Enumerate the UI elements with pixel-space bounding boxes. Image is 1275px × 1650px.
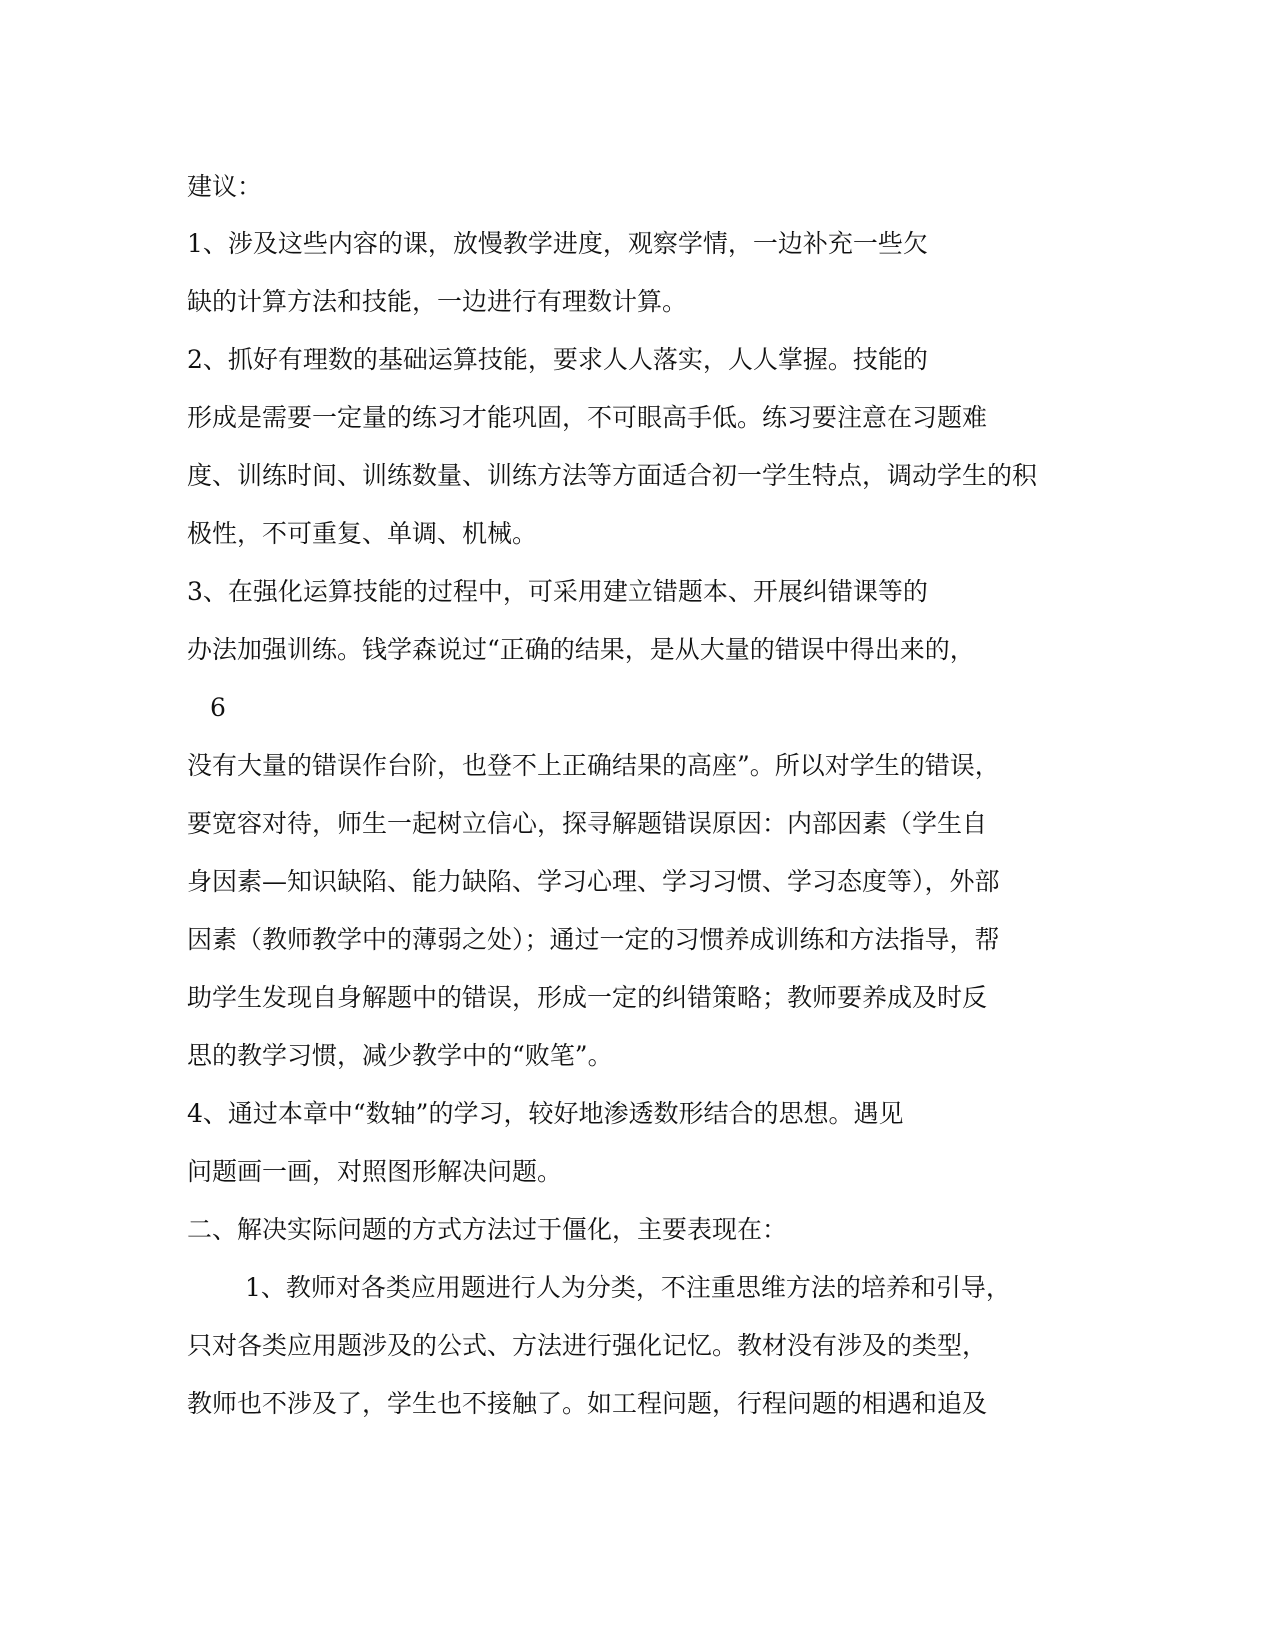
text-line: 3、在强化运算技能的过程中，可采用建立错题本、开展纠错课等的 bbox=[187, 577, 928, 606]
text-line: 问题画一画，对照图形解决问题。 bbox=[187, 1157, 563, 1186]
section-heading: 二、解决实际问题的方式方法过于僵化，主要表现在： bbox=[187, 1215, 788, 1244]
text-line: 1、涉及这些内容的课，放慢教学进度，观察学情，一边补充一些欠 bbox=[187, 229, 928, 258]
text-line: 缺的计算方法和技能，一边进行有理数计算。 bbox=[187, 287, 688, 316]
text-line: 度、训练时间、训练数量、训练方法等方面适合初一学生特点，调动学生的积 bbox=[187, 461, 1038, 490]
text-line: 因素（教师教学中的薄弱之处）；通过一定的习惯养成训练和方法指导，帮 bbox=[187, 925, 1000, 954]
text-line: 4、通过本章中“数轴”的学习，较好地渗透数形结合的思想。遇见 bbox=[187, 1099, 904, 1128]
text-line: 助学生发现自身解题中的错误，形成一定的纠错策略；教师要养成及时反 bbox=[187, 983, 988, 1012]
text-line: 极性，不可重复、单调、机械。 bbox=[187, 519, 538, 548]
text-line: 建议： bbox=[187, 172, 263, 201]
text-line: 2、抓好有理数的基础运算技能，要求人人落实，人人掌握。技能的 bbox=[187, 345, 928, 374]
text-line: 教师也不涉及了，学生也不接触了。如工程问题，行程问题的相遇和追及 bbox=[187, 1389, 988, 1418]
text-line: 只对各类应用题涉及的公式、方法进行强化记忆。教材没有涉及的类型， bbox=[187, 1331, 988, 1360]
text-line: 身因素—知识缺陷、能力缺陷、学习心理、学习习惯、学习态度等），外部 bbox=[187, 867, 1000, 896]
text-line: 思的教学习惯，减少教学中的“败笔”。 bbox=[187, 1041, 613, 1070]
text-line: 1、教师对各类应用题进行人为分类，不注重思维方法的培养和引导， bbox=[245, 1273, 1011, 1302]
text-line: 没有大量的错误作台阶，也登不上正确结果的高座”。所以对学生的错误， bbox=[187, 751, 1000, 780]
text-line: 形成是需要一定量的练习才能巩固，不可眼高手低。练习要注意在习题难 bbox=[187, 403, 988, 432]
text-line: 要宽容对待，师生一起树立信心，探寻解题错误原因：内部因素（学生自 bbox=[187, 809, 988, 838]
page-number: 6 bbox=[210, 693, 226, 722]
text-line: 办法加强训练。钱学森说过“正确的结果，是从大量的错误中得出来的， bbox=[187, 635, 975, 664]
